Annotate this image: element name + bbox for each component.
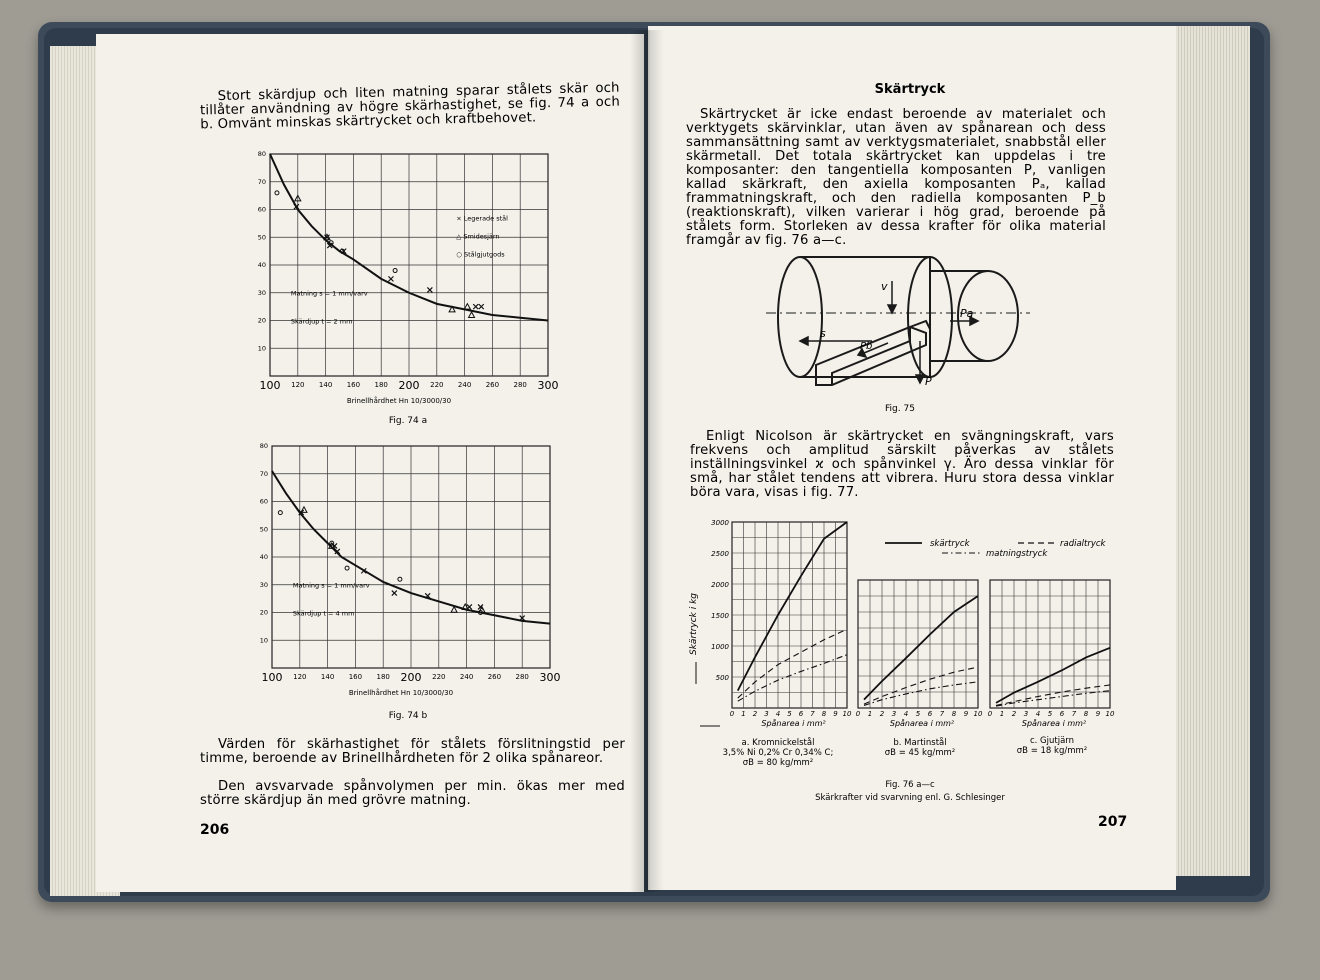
x-tick-label: 120	[291, 381, 305, 389]
x-tick-label: 5	[787, 710, 792, 718]
y-tick-label: 70	[257, 177, 266, 186]
x-tick-label: 6	[1059, 710, 1065, 718]
fig76c-line1: c. Gjutjärn	[1029, 736, 1075, 746]
data-point-circle	[278, 511, 282, 515]
x-tick-label: 160	[346, 381, 361, 389]
y-tick-label: 20	[257, 316, 266, 325]
fig76b-line2: σB = 45 kg/mm²	[884, 748, 956, 758]
x-tick-label: 280	[513, 381, 527, 389]
x-tick-label: 200	[400, 671, 422, 684]
y-tick-label: 20	[259, 608, 268, 617]
series-line-skärtryck	[996, 648, 1110, 703]
x-tick-label: 4	[903, 710, 909, 718]
x-tick-label: 2	[752, 710, 758, 718]
x-tick-label: 180	[374, 381, 388, 389]
x-tick-label: 6	[927, 710, 933, 718]
fig76-charts	[680, 512, 1130, 732]
x-tick-label: 100	[259, 379, 281, 392]
x-tick-label: 10	[973, 710, 983, 718]
fig74a-caption: Fig. 74 a	[388, 416, 428, 426]
x-tick-label: 9	[1095, 710, 1101, 718]
fig76-subcaption: Skärkrafter vid svarvning enl. G. Schlesinger	[815, 793, 1005, 803]
left-page-number: 206	[200, 822, 230, 838]
x-tick-label: 4	[775, 710, 781, 718]
x-tick-label: 7	[1071, 710, 1077, 718]
y-tick-label: 10	[259, 636, 268, 645]
legend-label-radialtryck: radialtryck	[1060, 539, 1106, 549]
fig76a-line3: σB = 80 kg/mm²	[742, 758, 814, 768]
x-tick-label: 2	[879, 710, 885, 718]
y-tick-label: 2000	[711, 581, 729, 589]
x-tick-label: 8	[951, 710, 957, 718]
right-paragraph-1: Skärtrycket är icke endast beroende av materialet och verktygets skärvinklar, utan även av spånarean och dess sammansättning samt av verktygsmaterialet, snabbstål eller skärmetall. Det totala skärtrycket kan uppdelas i tre komposanter: den tangentiella komposanten P, vanligen kallad skärkraft, den axiella komposanten Pₐ, kallad frammatningskraft, och den radiella komposanten P_b (reaktionskraft), vilken varierar i hög grad, beroende på stålets form. Storleken av dessa krafter för olika material framgår av fig. 76 a—c.	[686, 107, 1106, 248]
x-tick-label: 280	[515, 673, 529, 681]
right-page-number: 207	[1098, 814, 1128, 830]
fig76c-material	[992, 736, 1112, 756]
x-tick-label: 300	[537, 379, 559, 392]
series-line-radialtryck	[864, 667, 978, 704]
x-tick-label: 260	[487, 673, 502, 681]
data-point-triangle	[301, 507, 307, 513]
data-point-triangle	[469, 312, 475, 318]
y-tick-label: 2500	[711, 550, 729, 558]
y-tick-label: 60	[257, 205, 266, 214]
legend-label-matningstryck: matningstryck	[986, 549, 1048, 559]
x-tick-label: 200	[398, 379, 420, 392]
x-axis-label: Brinellhårdhet Hn 10/3000/30	[348, 689, 454, 697]
fig76b-material	[860, 738, 980, 758]
data-point-circle	[398, 577, 402, 581]
y-tick-label: 30	[259, 580, 268, 589]
x-tick-label: 10	[842, 710, 852, 718]
page-title: Skärtryck	[874, 82, 946, 97]
x-tick-label: 1	[867, 710, 873, 718]
y-tick-label: 500	[715, 674, 729, 682]
x-tick-label: 7	[939, 710, 945, 718]
left-paragraph-2: Den avsvarvade spånvolymen per min. ökas mer med större skärdjup än med grövre matning.	[200, 779, 625, 808]
fig75-label-v: v	[881, 280, 888, 293]
x-tick-label: 0	[987, 710, 993, 718]
data-point-circle	[393, 269, 397, 273]
y-tick-label: 3000	[711, 519, 729, 527]
x-tick-label: 7	[810, 710, 815, 718]
y-tick-label: 80	[257, 150, 266, 158]
x-tick-label: 2	[1011, 710, 1017, 718]
x-tick-label: 9	[833, 710, 838, 718]
fig74b-chart	[250, 440, 570, 708]
data-point-x	[473, 304, 478, 309]
y-tick-label: 70	[259, 469, 268, 478]
series-line-matningstryck	[864, 682, 978, 706]
y-tick-label: 40	[257, 261, 266, 269]
x-tick-label: 300	[539, 671, 561, 684]
x-tick-label: 140	[318, 381, 333, 389]
right-paragraph-2: Enligt Nicolson är skärtrycket en svängningskraft, vars frekvens och amplitud särskilt påverkas av stålets inställningsvinkel ϰ och spånvinkel γ. Äro dessa vinklar för små, har stålet tendens att vibrera. Huru stora dessa vinklar böra vara, visas i fig. 77.	[690, 429, 1114, 500]
left-paragraph-1: Värden för skärhastighet för stålets förslitningstid per timme, beroende av Brinellhårdheten för 2 olika spånareor.	[200, 737, 625, 766]
x-axis-label: Spånarea i mm²	[889, 719, 955, 728]
y-tick-label: 10	[257, 344, 266, 353]
data-point-x	[479, 304, 484, 309]
legend-entry: △ Smidesjärn	[456, 232, 500, 241]
fig75-label-pa: Pa	[960, 307, 974, 320]
x-tick-label: 240	[457, 381, 472, 389]
y-tick-label: 50	[257, 233, 266, 242]
x-tick-label: 3	[1023, 710, 1029, 718]
y-tick-label: 1000	[711, 643, 729, 651]
fig76a-line1: a. Kromnickelstål	[741, 738, 815, 748]
y-tick-label: 50	[259, 525, 268, 534]
x-tick-label: 1	[741, 710, 746, 718]
series-line-skärtryck	[738, 522, 847, 691]
y-tick-label: 40	[259, 553, 268, 561]
x-tick-label: 160	[348, 673, 363, 681]
data-point-circle	[345, 566, 349, 570]
x-tick-label: 3	[891, 710, 897, 718]
annotation-text: Skärdjup t = 4 mm	[292, 609, 355, 618]
y-tick-label: 80	[259, 442, 268, 450]
x-tick-label: 10	[1105, 710, 1115, 718]
annotation-text: Matning s = 1 mm/varv	[292, 581, 370, 590]
fig74b-caption: Fig. 74 b	[388, 711, 428, 721]
series-line-radialtryck	[738, 629, 847, 698]
y-axis-label: Skärtryck i kg	[689, 592, 699, 656]
fig74a-chart	[248, 148, 568, 418]
fig76c-line2: σB = 18 kg/mm²	[1016, 746, 1088, 756]
legend-label-skartryck: skärtryck	[930, 539, 970, 549]
x-tick-label: 8	[821, 710, 827, 718]
data-point-x	[427, 287, 432, 292]
annotation-text: Matning s = 1 mm/varv	[290, 289, 368, 298]
x-tick-label: 5	[915, 710, 921, 718]
right-page-edges	[1170, 26, 1250, 876]
x-tick-label: 140	[320, 673, 335, 681]
x-tick-label: 120	[293, 673, 307, 681]
fig75-label-p: P	[925, 375, 932, 388]
left-intro-paragraph: Stort skärdjup och liten matning sparar stålets skär och tillåter användning av högre skärhastighet, se fig. 74 a och b. Omvänt minskas skärtrycket och kraftbehovet.	[199, 80, 621, 133]
x-tick-label: 0	[729, 710, 735, 718]
book-gutter	[630, 30, 664, 892]
annotation-text: Skärdjup t = 2 mm	[290, 317, 353, 326]
fig76b-line1: b. Martinstål	[893, 738, 947, 748]
x-tick-label: 5	[1047, 710, 1053, 718]
x-tick-label: 220	[430, 381, 444, 389]
x-tick-label: 100	[261, 671, 283, 684]
fig75-label-s: s	[820, 327, 826, 340]
legend-entry: × Legerade stål	[456, 214, 508, 223]
x-tick-label: 180	[376, 673, 390, 681]
x-axis-label: Spånarea i mm²	[1021, 719, 1087, 728]
fig75-caption: Fig. 75	[885, 404, 915, 414]
x-axis-label: Brinellhårdhet Hn 10/3000/30	[346, 397, 452, 405]
x-tick-label: 240	[459, 673, 474, 681]
x-tick-label: 0	[855, 710, 861, 718]
x-tick-label: 1	[999, 710, 1005, 718]
fig75-label-pb: Pb	[860, 341, 873, 352]
x-axis-label: Spånarea i mm²	[761, 719, 826, 728]
data-point-triangle	[464, 304, 470, 310]
x-tick-label: 4	[1035, 710, 1041, 718]
data-point-circle	[275, 191, 279, 195]
y-tick-label: 1500	[711, 612, 729, 620]
fig76-caption: Fig. 76 a—c	[885, 780, 935, 790]
y-tick-label: 60	[259, 497, 268, 506]
data-point-x	[388, 276, 393, 281]
series-line-radialtryck	[996, 685, 1110, 705]
x-tick-label: 260	[485, 381, 500, 389]
x-tick-label: 6	[798, 710, 804, 718]
x-tick-label: 3	[764, 710, 769, 718]
y-tick-label: 30	[257, 288, 266, 297]
fig76a-line2: 3,5% Ni 0,2% Cr 0,34% C;	[722, 748, 834, 758]
fig75-drawing	[760, 245, 1040, 405]
x-tick-label: 220	[432, 673, 446, 681]
fig76a-material	[698, 738, 858, 768]
legend-entry: ○ Stålgjutgods	[456, 250, 505, 259]
x-tick-label: 9	[963, 710, 969, 718]
data-point-x	[392, 591, 397, 596]
x-tick-label: 8	[1083, 710, 1089, 718]
